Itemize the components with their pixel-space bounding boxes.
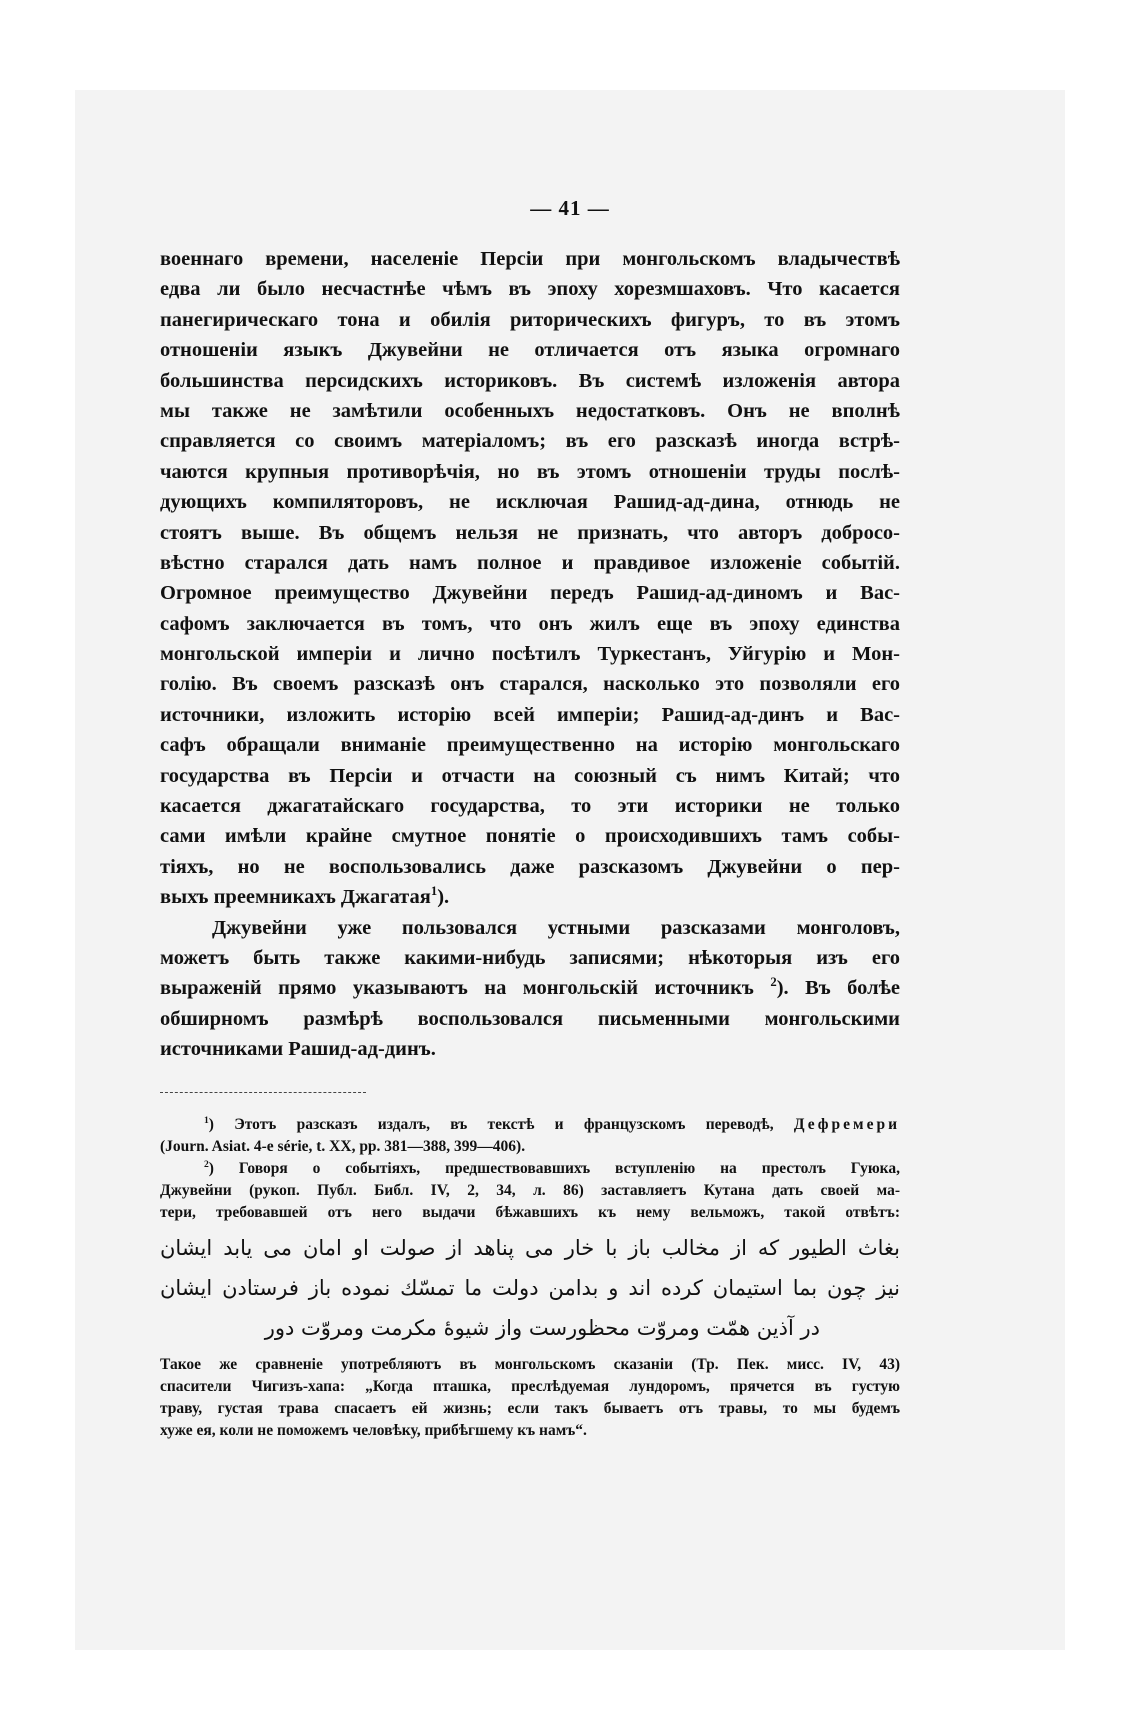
text-line: мы также не замѣтили особенныхъ недостатковъ. Онъ не вполнѣ (160, 399, 900, 422)
text-line: сами имѣли крайне смутное понятіе о происходившихъ тамъ собы- (160, 825, 900, 848)
text-line: тіяхъ, но не воспользовались даже разсказомъ Джувейни о пер- (160, 855, 900, 878)
page-number: — 41 — (530, 196, 610, 220)
persian-line: نيز چون بما استيمان كرده اند و بدامن دولت ما تمسّك نموده باز فرستادن ايشان (160, 1276, 900, 1300)
text-line: чаются крупныя противорѣчія, но въ этомъ отношеніи труды послѣ- (160, 460, 900, 483)
main-text (160, 244, 900, 1065)
text-line: стоятъ выше. Въ общемъ нельзя не признать, что авторъ добросо- (160, 521, 900, 544)
text-line: сафомъ заключается въ томъ, что онъ жилъ еще въ эпоху единства (160, 612, 900, 635)
text-line: военнаго времени, населеніе Персіи при монгольскомъ владычествѣ (160, 248, 900, 270)
persian-line: بغاث الطيور كه از مخالب باز با خار مى پناهد از صولت او امان مى يابد ايشان (160, 1236, 900, 1260)
footnote-ref-1[interactable]: 1 (430, 884, 438, 899)
footnote-line: (Journ. Asiat. 4-e série, t. XX, pp. 381—388, 399—406). (160, 1138, 526, 1155)
text-line (160, 882, 900, 912)
footnote-mark-1: 1 (204, 1114, 209, 1126)
persian-line: در آذين همّت ومروّت محظورست واز شيوهٔ مكرمت ومروّت دور (264, 1316, 820, 1340)
footnotes (160, 1114, 900, 1442)
footnote-line: хуже ея, коли не поможемъ человѣку, прибѣгшему къ намъ“. (160, 1422, 587, 1439)
footnote-line: Джувейни (рукоп. Публ. Библ. IV, 2, 34, л. 86) заставляетъ Кутана дать своей ма- (160, 1182, 900, 1199)
text-fragment: выхъ преемникахъ Джагатая (160, 886, 431, 909)
footnote-mark-2: 2 (204, 1158, 209, 1170)
text-fragment: выраженій прямо указываютъ на монгольскій источникъ (160, 977, 754, 1000)
text-line: обширномъ размѣрѣ воспользовался письменными монгольскими (160, 1007, 900, 1030)
text-fragment: ) Говоря о событіяхъ, предшествовавшихъ вступленію на престолъ Гуюка, (208, 1160, 900, 1177)
text-line: можетъ быть также какими-нибудь записями; нѣкоторыя изъ его (160, 946, 900, 969)
text-line (160, 973, 900, 1003)
text-line: вѣстно старался дать намъ полное и правдивое изложеніе событій. (160, 551, 900, 574)
text-line: отношеніи языкъ Джувейни не отличается отъ языка огромнаго (160, 339, 900, 362)
text-fragment: ). (437, 886, 450, 909)
text-fragment: ) Этотъ разсказъ издалъ, въ текстѣ и французскомъ переводѣ, (208, 1116, 774, 1133)
text-line: сафъ обращали вниманіе преимущественно на исторію монгольскаго (160, 734, 900, 757)
text-line: источниками Рашид-ад-динъ. (160, 1038, 436, 1061)
footnote-line: Такое же сравненіе употребляютъ въ монгольскомъ сказаніи (Тр. Пек. мисс. IV, 43) (160, 1356, 900, 1373)
text-line: дующихъ компиляторовъ, не исключая Рашид-ад-дина, отнюдь не (160, 491, 900, 514)
footnote-ref-2[interactable]: 2 (770, 975, 777, 990)
text-line: монгольской имперіи и лично посѣтилъ Туркестанъ, Уйгурію и Мон- (160, 643, 900, 666)
footnote-line: спасители Чигизъ-хапа: „Когда пташка, преслѣдуемая лундоромъ, прячется въ густую (160, 1378, 900, 1395)
author-name: Дефремери (793, 1116, 900, 1133)
footnote-line (160, 1158, 900, 1180)
persian-quotation (160, 1228, 900, 1348)
text-fragment: ). Въ болѣе (776, 977, 900, 1000)
text-line: Джувейни уже пользовался устными разсказами монголовъ, (212, 916, 900, 939)
text-line: панегирическаго тона и обилія риторическихъ фигуръ, то въ этомъ (160, 308, 900, 331)
footnote-line: траву, густая трава спасаетъ ей жизнь; если такъ бываетъ отъ травы, то мы будемъ (160, 1400, 900, 1417)
text-line: едва ли было несчастнѣе чѣмъ въ эпоху хорезмшаховъ. Что касается (160, 278, 900, 301)
footnote-line: тери, требовавшей отъ него выдачи бѣжавшихъ къ нему вельможъ, такой отвѣтъ: (160, 1204, 900, 1221)
text-line: Огромное преимущество Джувейни передъ Рашид-ад-диномъ и Вас- (160, 582, 900, 605)
footnote-line (160, 1114, 900, 1136)
text-line: справляется со своимъ матеріаломъ; въ его разсказѣ иногда встрѣ- (160, 430, 900, 453)
text-line: большинства персидскихъ историковъ. Въ системѣ изложенія автора (160, 369, 900, 392)
footnote-divider (160, 1092, 366, 1093)
text-line: касается джагатайскаго государства, то эти историки не только (160, 795, 900, 818)
text-line: источники, изложить исторію всей имперіи; Рашид-ад-динъ и Вас- (160, 703, 900, 726)
text-line: голію. Въ своемъ разсказѣ онъ старался, насколько это позволяли его (160, 673, 900, 696)
text-line: государства въ Персіи и отчасти на союзный съ нимъ Китай; что (160, 764, 900, 787)
